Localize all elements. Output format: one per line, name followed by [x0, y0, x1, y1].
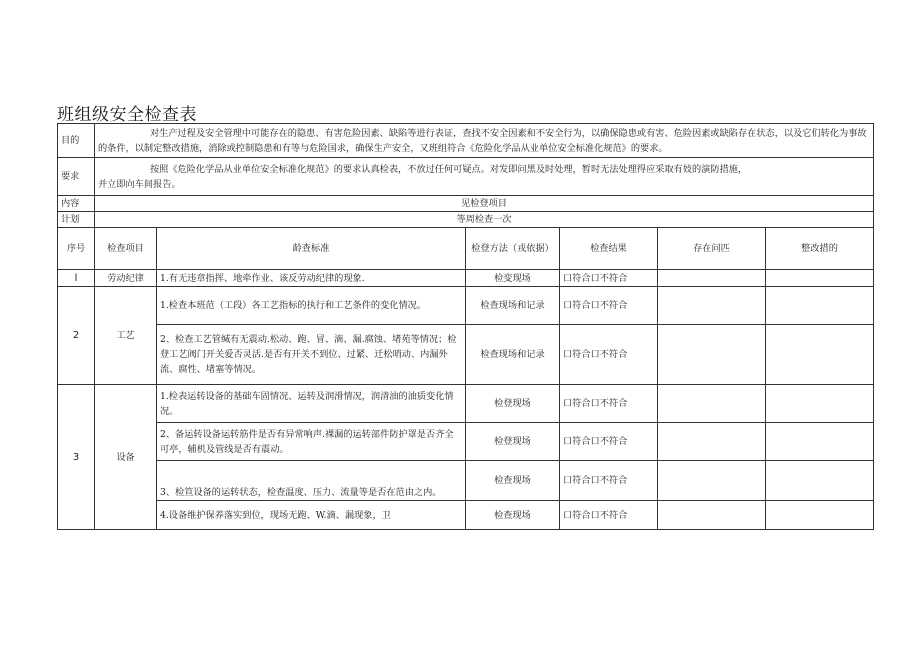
result-cell: 口符合口不符合 — [560, 501, 658, 530]
requirement-text-line1: 按照《危险化学品从业单位安全标准化规范》的要求认真检表，不放过任何可疑点。对发即问黑及时处理，暂时无法处理得应采取有妓的演防措施， — [150, 163, 748, 175]
method-cell: 检查现场 — [466, 461, 560, 501]
group-2-no: 2 — [58, 287, 95, 385]
measure-cell[interactable] — [766, 423, 874, 461]
header-no: 序号 — [58, 228, 95, 270]
method-cell: 检查现场 — [466, 501, 560, 530]
purpose-text: 对生产过程及安全管理中可能存在的隐患、有害危险因素、缺陷等进行表证，查找不安全因素和不安全行为，以确保隐患或有害、危险因素或缺陷存在状态，以及它们转化为事故的条件，以制定整改措施，消除或控制隐患和有等与危险国求，确保生产安全，又班组符合《危险化学品从业单位安全标准化规范》的要求。 — [95, 124, 874, 158]
page-title: 班组级安全检查表 — [57, 105, 197, 125]
standard-cell: 1.有无违章指挥、地牵作业、该反劳动纪律的现象. — [157, 270, 466, 287]
measure-cell[interactable] — [766, 270, 874, 287]
content-label: 内容 — [58, 196, 95, 212]
standard-cell: 2、备运转设备运转筋件是否有异常响声.裸漏的运转部件防护罩是否齐全可亭，辅机及管线是否有震动。 — [157, 423, 466, 461]
group-3-no: 3 — [58, 385, 95, 530]
plan-value: 等周检查一次 — [95, 212, 874, 228]
result-cell: 口符合口不符合 — [560, 270, 658, 287]
requirement-text-line2: 并立即向车间报告。 — [98, 178, 181, 190]
header-row — [58, 228, 874, 270]
standard-cell: 1.检查本班范（工段）各工艺指标的执行和工艺条件的变化情况。 — [157, 287, 466, 325]
header-measure: 整改措的 — [766, 228, 874, 270]
problem-cell[interactable] — [658, 501, 766, 530]
method-cell: 检登现场 — [466, 385, 560, 423]
content-value: 见检登项目 — [95, 196, 874, 212]
plan-row — [58, 212, 874, 228]
table-row — [58, 461, 874, 501]
table-row — [58, 423, 874, 461]
table-row — [58, 287, 874, 325]
method-cell: 检查现场和记录 — [466, 325, 560, 385]
method-cell: 检登现场 — [466, 423, 560, 461]
method-cell: 检变现场 — [466, 270, 560, 287]
problem-cell[interactable] — [658, 461, 766, 501]
result-cell: 口符合口不符合 — [560, 287, 658, 325]
content-row — [58, 196, 874, 212]
problem-cell[interactable] — [658, 385, 766, 423]
measure-cell[interactable] — [766, 461, 874, 501]
inspection-table — [57, 123, 874, 530]
group-3-item: 设备 — [95, 385, 157, 530]
problem-cell[interactable] — [658, 287, 766, 325]
header-result: 检查结果 — [560, 228, 658, 270]
result-cell: 口符合口不符合 — [560, 423, 658, 461]
purpose-row — [58, 124, 874, 158]
header-item: 检查项目 — [95, 228, 157, 270]
measure-cell[interactable] — [766, 501, 874, 530]
header-problem: 存在问匹 — [658, 228, 766, 270]
group-2-item: 工艺 — [95, 287, 157, 385]
table-row — [58, 385, 874, 423]
requirement-label: 要求 — [58, 158, 95, 196]
standard-cell: 3、检笪设备的运转状态，检查温度、压力、流量等是否在范由之内。 — [157, 461, 466, 501]
table-row — [58, 270, 874, 287]
measure-cell[interactable] — [766, 385, 874, 423]
method-cell: 检查现场和记录 — [466, 287, 560, 325]
requirement-row — [58, 158, 874, 196]
group-1-item: 劳动纪律 — [95, 270, 157, 287]
result-cell: 口符合口不符合 — [560, 325, 658, 385]
plan-label: 计划 — [58, 212, 95, 228]
problem-cell[interactable] — [658, 325, 766, 385]
table-row — [58, 501, 874, 530]
problem-cell[interactable] — [658, 270, 766, 287]
problem-cell[interactable] — [658, 423, 766, 461]
measure-cell[interactable] — [766, 325, 874, 385]
group-1-no: l — [58, 270, 95, 287]
standard-cell: 1.检表运转设备的基础车固情况、运转及润滑情况，润清油的油质变化情况。 — [157, 385, 466, 423]
result-cell: 口符合口不符合 — [560, 461, 658, 501]
measure-cell[interactable] — [766, 287, 874, 325]
purpose-label: 目的 — [58, 124, 95, 158]
table-row — [58, 325, 874, 385]
result-cell: 口符合口不符合 — [560, 385, 658, 423]
header-method: 检登方法（戎依据） — [466, 228, 560, 270]
standard-cell: 4.设备维护保养落实到位，现场无跑、W.滴、漏现象，卫 — [157, 501, 466, 530]
header-standard: 龄查标准 — [157, 228, 466, 270]
standard-cell: 2、检查工艺管缄有无震动.松动、跑、冒、滴、漏.腐蚀、堵苑等情况；检登工艺阀门开关爱否灵活.是否有开关不到位、过紧、迁松哨动、内漏外流、腐性、堵塞等情况。 — [157, 325, 466, 385]
